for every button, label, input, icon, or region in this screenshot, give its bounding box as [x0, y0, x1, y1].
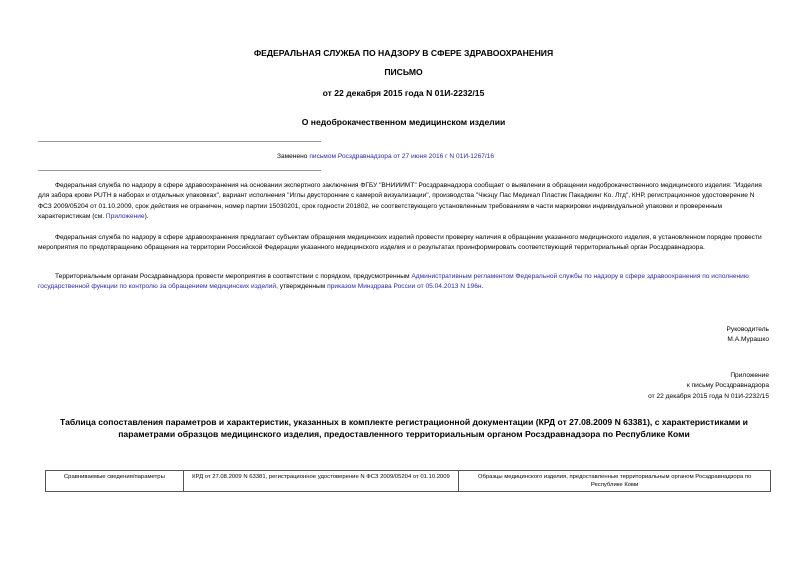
divider-bottom [38, 170, 321, 171]
replaced-prefix: Заменено [277, 153, 310, 160]
paragraph-1 [38, 181, 770, 222]
appendix-label: Приложение [730, 372, 769, 379]
replaced-link[interactable]: письмом Росздравнадзора от 27 июня 2016 г N 01И-1267/16 [309, 153, 495, 160]
signature-block [727, 325, 769, 346]
order-link[interactable]: приказом Минздрава России от 05.04.2013 N 196н [327, 283, 482, 291]
paragraph-3-text: Территориальным органам Росздравнадзора провести мероприятия в соответствии с порядком, предусмотренным [55, 273, 412, 280]
divider-top [38, 141, 321, 142]
table-title: Таблица сопоставления параметров и характеристик, указанных в комплекте регистрационной документации (КРД от 27.08.2009 N 63381), с характеристиками и параметрами образцов медицинского изделия, предоставленного территориальным органом Росздравнадзора по Республике Коми [60, 417, 748, 439]
table-header-row [46, 471, 771, 492]
comparison-table [45, 470, 771, 492]
table-header-cell: Образцы медицинского изделия, предоставленные территориальным органом Росздравнадзора по Республике Коми [459, 471, 771, 492]
table-header-cell: КРД от 27.08.2009 N 63381, регистрационное удостоверение N ФСЗ 2009/05204 от 01.10.2009 [183, 471, 459, 492]
paragraph-3-mid: , утвержденным [276, 283, 328, 291]
paragraph-1-text: Федеральная служба по надзору в сфере здравоохранения на основании экспертного заключения ФГБУ "ВНИИИМТ" Росздравнадзора сообщает о выявлении в обращении недоброкачественного медицинского изделия: "Изделия для забора крови PUTH в наборах и отдельных упаковках", вариант исполнения "Иглы двусторонние с камерой визуализации", производства "Чжэцу Пас Медикал Пластик Пакаджинг Ко. Лтд", КНР, регистрационное удостоверение N ФСЗ 2009/05204 от 01.10.2009, срок действия не ограничен, номер партии 15030201, срок годности 201802, не соответствующего установленным требованиям в части маркировки индивидуальной упаковки и проверенным характеристикам (см. [38, 182, 762, 220]
appendix-to: к письму Росздравнадзора [686, 382, 769, 390]
paragraph-3-end: . [481, 283, 484, 291]
document-subject: О недоброкачественном медицинском изделии [301, 117, 506, 127]
document-type: ПИСЬМО [384, 67, 423, 77]
appendix-date: от 22 декабря 2015 года N 01И-2232/15 [648, 392, 769, 400]
signature-name: М.А.Мурашко [727, 336, 769, 344]
appendix-link[interactable]: Приложение [105, 212, 145, 220]
agency-title: ФЕДЕРАЛЬНАЯ СЛУЖБА ПО НАДЗОРУ В СФЕРЕ ЗДРАВООХРАНЕНИЯ [253, 48, 554, 58]
paragraph-1-end: ). [144, 212, 149, 220]
table-header-cell: Сравниваемые сведения/параметры [46, 471, 184, 492]
signature-role: Руководитель [726, 326, 769, 333]
paragraph-3 [38, 272, 770, 293]
appendix-block [648, 371, 769, 402]
document-date-number: от 22 декабря 2015 года N 01И-2232/15 [322, 88, 485, 98]
regulation-link[interactable]: Административным регламентом Федеральной службы по надзору в сфере здравоохранения по исполнению государственной функции по контролю за обращением медицинских изделий [38, 273, 749, 291]
replaced-notice [277, 153, 494, 160]
paragraph-2: Федеральная служба по надзору в сфере здравоохранения предлагает субъектам обращения медицинских изделий провести проверку наличия в обращении указанного медицинского изделия, в установленном порядке провести мероприятия по предотвращению обращения на территории Российской Федерации указанного медицинского изделия и о результатах проинформировать соответствующий территориальный орган Росздравнадзора. [38, 234, 762, 252]
